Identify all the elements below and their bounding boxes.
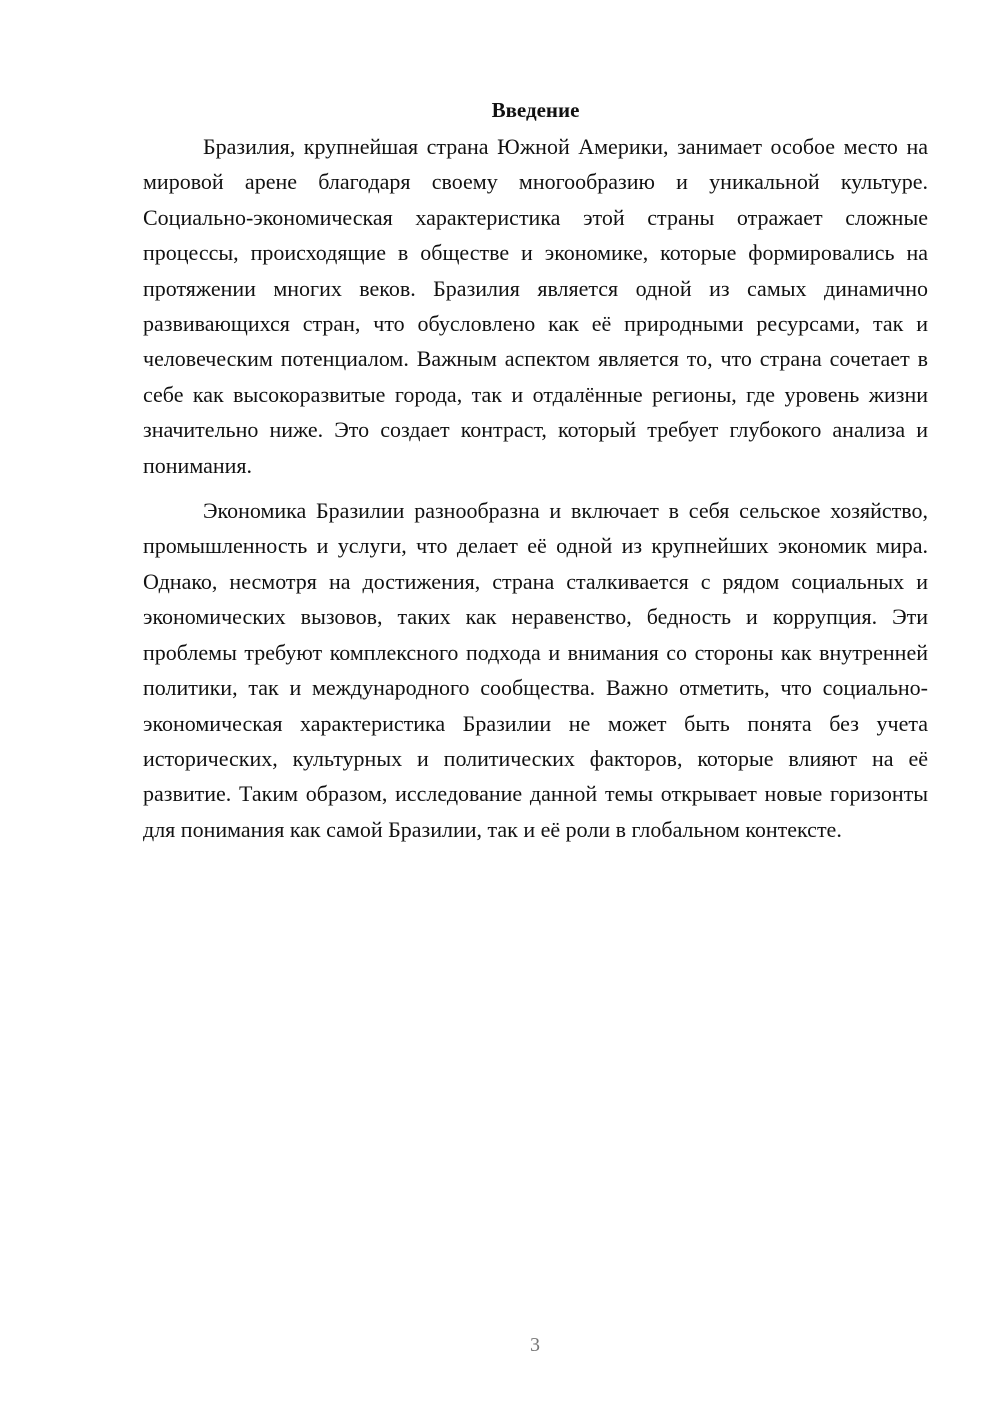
paragraph-2: Экономика Бразилии разнообразна и включает в себя сельское хозяйство, промышленность и услуги, что делает её одной из крупнейших экономик мира. Однако, несмотря на достижения, страна сталкивается с рядом социальных и экономических вызовов, таких как неравенство, бедность и коррупция. Эти проблемы требуют комплексного подхода и внимания со стороны как внутренней политики, так и международного сообщества. Важно отметить, что социально-экономическая характеристика Бразилии не может быть понята без учета исторических, культурных и политических факторов, которые влияют на её развитие. Таким образом, исследование данной темы открывает новые горизонты для понимания как самой Бразилии, так и её роли в глобальном контексте. — [143, 498, 928, 842]
section-heading: Введение — [491, 98, 580, 122]
page-number: 3 — [530, 1334, 540, 1356]
page-content — [143, 95, 928, 847]
paragraph-1: Бразилия, крупнейшая страна Южной Америки, занимает особое место на мировой арене благодаря своему многообразию и уникальной культуре. Социально-экономическая характеристика этой страны отражает сложные процессы, происходящие в обществе и экономике, которые формировались на протяжении многих веков. Бразилия является одной из самых динамично развивающихся стран, что обусловлено как её природными ресурсами, так и человеческим потенциалом. Важным аспектом является то, что страна сочетает в себе как высокоразвитые города, так и отдалённые регионы, где уровень жизни значительно ниже. Это создает контраст, который требует глубокого анализа и понимания. — [143, 134, 928, 478]
